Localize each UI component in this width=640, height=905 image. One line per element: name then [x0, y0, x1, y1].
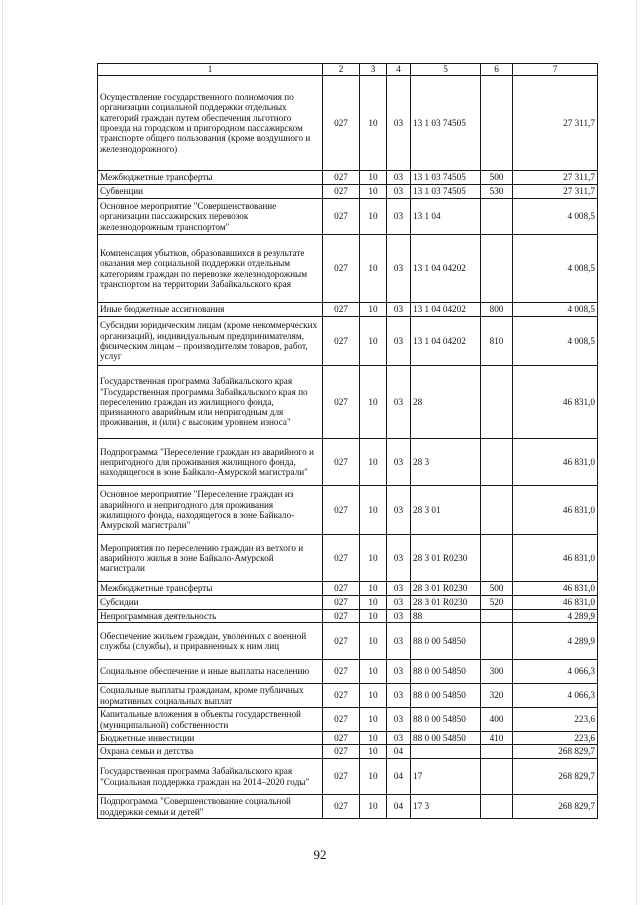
table-row: [98, 486, 598, 535]
table-row: [98, 185, 598, 199]
table-cell-amount: 268 829,7: [513, 745, 598, 759]
table-cell-target: 13 1 03 74505: [411, 185, 481, 199]
table-cell-name: Основное мероприятие "Переселение граждан из аварийного и непригодного для проживания жилищного фонда, находящегося в зоне Байкало-Амурской магистрали": [98, 486, 323, 535]
table-cell-amount: 4 066,3: [513, 684, 598, 708]
table-cell-target: 28 3 01 R0230: [411, 596, 481, 610]
table-row: [98, 439, 598, 486]
table-cell-subsection: 04: [387, 759, 411, 795]
table-cell-amount: 46 831,0: [513, 486, 598, 535]
table-cell-subsection: 03: [387, 486, 411, 535]
table-cell-ministry: 027: [323, 623, 360, 660]
table-cell-target: 13 1 04 04202: [411, 317, 481, 366]
table-cell-amount: 268 829,7: [513, 759, 598, 795]
table-cell-name: Иные бюджетные ассигнования: [98, 303, 323, 317]
table-cell-amount: 46 831,0: [513, 439, 598, 486]
scan-edge-right: [636, 0, 637, 905]
table-cell-target: [411, 745, 481, 759]
table-cell-target: 13 1 04 04202: [411, 235, 481, 303]
table-cell-section: 10: [360, 708, 387, 732]
table-cell-section: 10: [360, 171, 387, 185]
table-cell-target: 28: [411, 366, 481, 439]
table-cell-name: Подпрограмма "Переселение граждан из аварийного и непригодного для проживания жилищного фонда, находящегося в зоне Байкало-Амурской магистрали": [98, 439, 323, 486]
table-cell-section: 10: [360, 684, 387, 708]
table-cell-section: 10: [360, 596, 387, 610]
scan-edge-left: [2, 0, 3, 905]
table-row: [98, 732, 598, 745]
table-cell-section: 10: [360, 303, 387, 317]
table-cell-ministry: 027: [323, 486, 360, 535]
table-cell-amount: 4 008,5: [513, 317, 598, 366]
table-row: [98, 366, 598, 439]
table-cell-expense-type: 320: [481, 684, 513, 708]
table-cell-amount: 4 066,3: [513, 660, 598, 684]
table-cell-subsection: 03: [387, 366, 411, 439]
column-header-subsection: 4: [387, 64, 411, 76]
table-cell-target: 13 1 04: [411, 199, 481, 235]
table-cell-amount: 4 008,5: [513, 199, 598, 235]
table-cell-amount: 268 829,7: [513, 795, 598, 819]
table-cell-amount: 4 289,9: [513, 623, 598, 660]
table-cell-ministry: 027: [323, 199, 360, 235]
table-cell-target: 28 3: [411, 439, 481, 486]
table-row: [98, 535, 598, 582]
table-cell-name: Субвенции: [98, 185, 323, 199]
table-cell-amount: 27 311,7: [513, 76, 598, 171]
table-cell-subsection: 03: [387, 185, 411, 199]
table-cell-section: 10: [360, 199, 387, 235]
table-cell-name: Бюджетные инвестиции: [98, 732, 323, 745]
table-cell-ministry: 027: [323, 745, 360, 759]
table-cell-name: Осуществление государственного полномочия по организации социальной поддержки отдельных категорий граждан путем обеспечения льготного проезда на городском и пригородном пассажирском транспорте общего пользования (кроме воздушного и железнодорожного): [98, 76, 323, 171]
table-cell-expense-type: [481, 745, 513, 759]
table-cell-name: Непрограммная деятельность: [98, 610, 323, 623]
table-cell-expense-type: [481, 366, 513, 439]
table-cell-target: 88 0 00 54850: [411, 623, 481, 660]
table-cell-expense-type: 520: [481, 596, 513, 610]
table-cell-expense-type: [481, 486, 513, 535]
table-cell-name: Социальные выплаты гражданам, кроме публичных нормативных социальных выплат: [98, 684, 323, 708]
table-cell-ministry: 027: [323, 303, 360, 317]
table-cell-ministry: 027: [323, 582, 360, 596]
table-cell-subsection: 03: [387, 596, 411, 610]
table-cell-section: 10: [360, 535, 387, 582]
table-cell-ministry: 027: [323, 185, 360, 199]
table-cell-subsection: 03: [387, 171, 411, 185]
column-header-expense-type: 6: [481, 64, 513, 76]
table-cell-expense-type: [481, 759, 513, 795]
table-cell-section: 10: [360, 582, 387, 596]
table-row: [98, 623, 598, 660]
table-cell-section: 10: [360, 795, 387, 819]
table-cell-expense-type: [481, 623, 513, 660]
table-cell-subsection: 03: [387, 732, 411, 745]
table-cell-target: 13 1 03 74505: [411, 171, 481, 185]
table-cell-target: 28 3 01 R0230: [411, 582, 481, 596]
table-cell-section: 10: [360, 660, 387, 684]
table-cell-ministry: 027: [323, 596, 360, 610]
table-cell-expense-type: 300: [481, 660, 513, 684]
table-cell-name: Социальное обеспечение и иные выплаты населению: [98, 660, 323, 684]
table-cell-name: Подпрограмма "Совершенствование социальной поддержки семьи и детей": [98, 795, 323, 819]
table-cell-name: Охрана семьи и детства: [98, 745, 323, 759]
table-cell-ministry: 027: [323, 366, 360, 439]
table-cell-name: Субсидии юридическим лицам (кроме некоммерческих организаций), индивидуальным предпринимателям, физическим лицам – производителям товаров, работ, услуг: [98, 317, 323, 366]
table-row: [98, 660, 598, 684]
column-header-name: 1: [98, 64, 323, 76]
table-cell-subsection: 03: [387, 623, 411, 660]
table-cell-ministry: 027: [323, 732, 360, 745]
table-row: [98, 745, 598, 759]
table-cell-amount: 4 289,9: [513, 610, 598, 623]
table-cell-subsection: 03: [387, 535, 411, 582]
table-cell-target: 88 0 00 54850: [411, 684, 481, 708]
budget-table: [97, 63, 598, 819]
table-cell-name: Субсидии: [98, 596, 323, 610]
table-row: [98, 596, 598, 610]
table-cell-ministry: 027: [323, 76, 360, 171]
table-cell-section: 10: [360, 732, 387, 745]
column-header-target: 5: [411, 64, 481, 76]
table-cell-subsection: 03: [387, 684, 411, 708]
table-cell-name: Межбюджетные трансферты: [98, 582, 323, 596]
table-cell-section: 10: [360, 317, 387, 366]
table-row: [98, 303, 598, 317]
column-header-section: 3: [360, 64, 387, 76]
table-cell-subsection: 03: [387, 439, 411, 486]
table-cell-section: 10: [360, 235, 387, 303]
table-cell-name: Капитальные вложения в объекты государственной (муниципальной) собственности: [98, 708, 323, 732]
table-cell-expense-type: 500: [481, 582, 513, 596]
table-cell-ministry: 027: [323, 439, 360, 486]
table-cell-subsection: 03: [387, 303, 411, 317]
table-cell-expense-type: 530: [481, 185, 513, 199]
table-cell-section: 10: [360, 366, 387, 439]
table-cell-target: 88: [411, 610, 481, 623]
table-row: [98, 582, 598, 596]
table-cell-amount: 4 008,5: [513, 235, 598, 303]
table-cell-section: 10: [360, 486, 387, 535]
table-row: [98, 171, 598, 185]
table-cell-subsection: 03: [387, 660, 411, 684]
table-cell-expense-type: [481, 199, 513, 235]
table-cell-section: 10: [360, 76, 387, 171]
table-cell-amount: 46 831,0: [513, 582, 598, 596]
table-row: [98, 795, 598, 819]
table-cell-subsection: 03: [387, 317, 411, 366]
table-cell-ministry: 027: [323, 795, 360, 819]
table-cell-target: 13 1 03 74505: [411, 76, 481, 171]
table-cell-expense-type: 810: [481, 317, 513, 366]
table-cell-expense-type: 410: [481, 732, 513, 745]
table-cell-subsection: 03: [387, 708, 411, 732]
header-row: [98, 64, 598, 76]
table-cell-name: Межбюджетные трансферты: [98, 171, 323, 185]
table-cell-name: Государственная программа Забайкальского края "Государственная программа Забайкальского края по переселению граждан из жилищного фонда, признанного аварийным или непригодным для проживания, и (или) с высоким уровнем износа": [98, 366, 323, 439]
table-cell-amount: 27 311,7: [513, 185, 598, 199]
table-cell-subsection: 03: [387, 235, 411, 303]
table-row: [98, 76, 598, 171]
table-cell-target: 88 0 00 54850: [411, 732, 481, 745]
table-cell-amount: 46 831,0: [513, 366, 598, 439]
table-cell-subsection: 03: [387, 76, 411, 171]
table-cell-amount: 4 008,5: [513, 303, 598, 317]
table-cell-amount: 46 831,0: [513, 596, 598, 610]
table-row: [98, 199, 598, 235]
table-cell-section: 10: [360, 439, 387, 486]
table-cell-ministry: 027: [323, 171, 360, 185]
column-header-amount: 7: [513, 64, 598, 76]
table-cell-ministry: 027: [323, 235, 360, 303]
table-row: [98, 235, 598, 303]
table-cell-expense-type: [481, 795, 513, 819]
table-cell-target: 13 1 04 04202: [411, 303, 481, 317]
table-cell-ministry: 027: [323, 708, 360, 732]
table-cell-target: 17 3: [411, 795, 481, 819]
table-cell-ministry: 027: [323, 317, 360, 366]
table-cell-expense-type: 400: [481, 708, 513, 732]
table-cell-amount: 223,6: [513, 708, 598, 732]
table-cell-subsection: 03: [387, 610, 411, 623]
table-cell-name: Компенсация убытков, образовавшихся в результате оказания мер социальной поддержки отдельным категориям граждан по перевозке железнодорожным транспортом на территории Забайкальского края: [98, 235, 323, 303]
table-cell-ministry: 027: [323, 660, 360, 684]
table-cell-amount: 223,6: [513, 732, 598, 745]
table-row: [98, 317, 598, 366]
table-cell-section: 10: [360, 610, 387, 623]
table-row: [98, 759, 598, 795]
table-cell-target: 28 3 01 R0230: [411, 535, 481, 582]
page-number: 92: [313, 847, 327, 862]
table-row: [98, 610, 598, 623]
table-cell-expense-type: 800: [481, 303, 513, 317]
table-cell-amount: 27 311,7: [513, 171, 598, 185]
table-cell-name: Обеспечение жильем граждан, уволенных с военной службы (службы), и приравненных к ним лиц: [98, 623, 323, 660]
table-cell-target: 88 0 00 54850: [411, 708, 481, 732]
table-cell-section: 10: [360, 759, 387, 795]
table-cell-subsection: 04: [387, 745, 411, 759]
table-cell-ministry: 027: [323, 535, 360, 582]
table-cell-expense-type: [481, 235, 513, 303]
table-cell-name: Основное мероприятие "Совершенствование организации пассажирских перевозок железнодорожным транспортом": [98, 199, 323, 235]
table-cell-ministry: 027: [323, 759, 360, 795]
table-cell-subsection: 03: [387, 199, 411, 235]
table-cell-expense-type: 500: [481, 171, 513, 185]
table-row: [98, 708, 598, 732]
table-cell-section: 10: [360, 185, 387, 199]
table-cell-ministry: 027: [323, 610, 360, 623]
table-cell-target: 88 0 00 54850: [411, 660, 481, 684]
table-cell-expense-type: [481, 610, 513, 623]
table-cell-name: Государственная программа Забайкальского края "Социальная поддержка граждан на 2014–2020 годы": [98, 759, 323, 795]
table-cell-expense-type: [481, 439, 513, 486]
table-cell-expense-type: [481, 535, 513, 582]
table-cell-target: 28 3 01: [411, 486, 481, 535]
table-cell-expense-type: [481, 76, 513, 171]
table-cell-ministry: 027: [323, 684, 360, 708]
table-cell-section: 10: [360, 623, 387, 660]
table-cell-target: 17: [411, 759, 481, 795]
table-cell-subsection: 03: [387, 582, 411, 596]
table-cell-subsection: 04: [387, 795, 411, 819]
table-cell-name: Мероприятия по переселению граждан из ветхого и аварийного жилья в зоне Байкало-Амурской магистрали: [98, 535, 323, 582]
table-cell-amount: 46 831,0: [513, 535, 598, 582]
table-cell-section: 10: [360, 745, 387, 759]
column-header-ministry: 2: [323, 64, 360, 76]
table-row: [98, 684, 598, 708]
